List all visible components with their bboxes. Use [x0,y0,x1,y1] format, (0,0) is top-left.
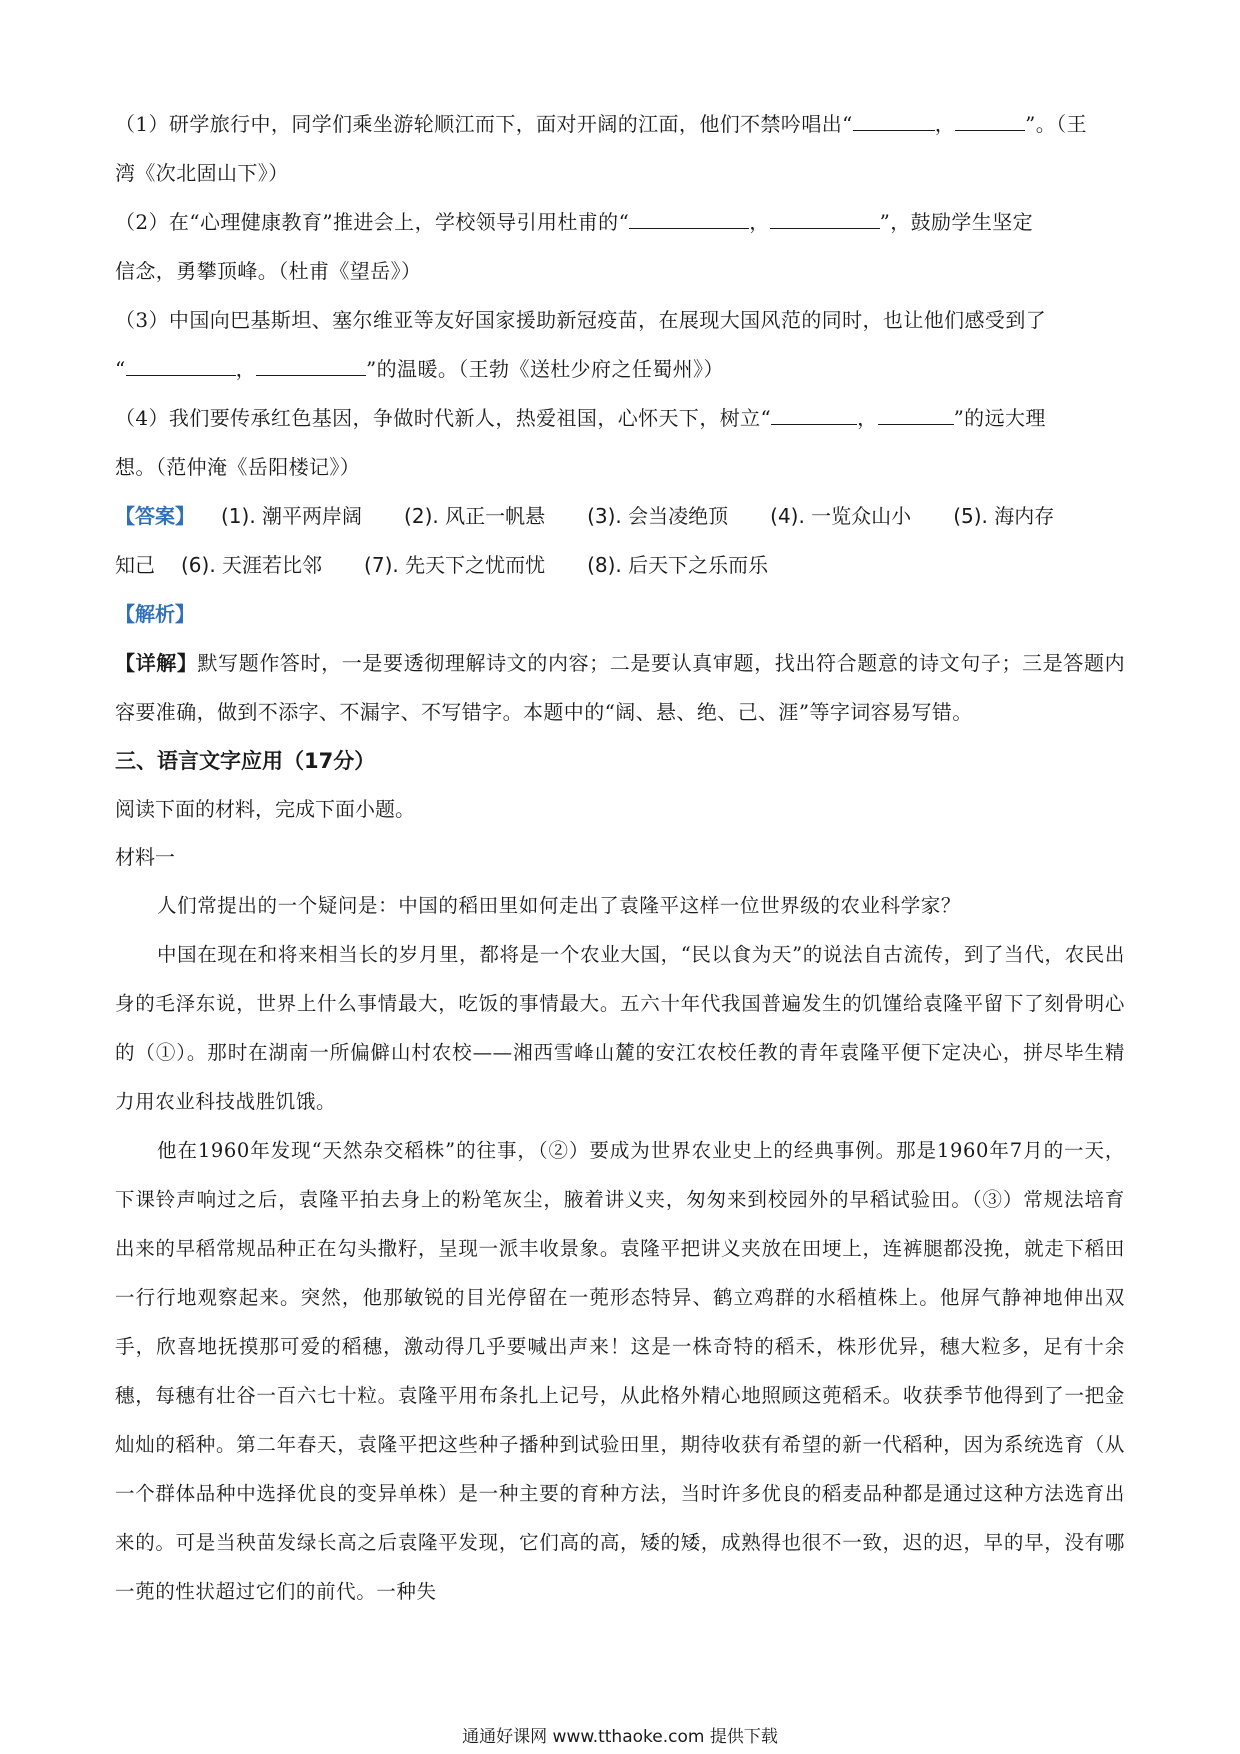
passage-paragraph-2: 中国在现在和将来相当长的岁月里，都将是一个农业大国，“民以食为天”的说法自古流传，到了当代，农民出身的毛泽东说，世界上什么事情最大，吃饭的事情最大。五六十年代我国普遍发生的饥馑给袁隆平留下了刻骨明心的（①）。那时在湖南一所偏僻山村农校——湘西雪峰山麓的安江农校任教的青年袁隆平便下定决心，拼尽毕生精力用农业科技战胜饥饿。 [115,943,1125,1113]
question-3: （3）中国向巴基斯坦、塞尔维亚等友好国家援助新冠疫苗，在展现大国风范的同时，也让他们感受到了 [115,308,1047,332]
answer-line-cont [115,541,1125,590]
question-4: （4）我们要传承红色基因，争做时代新人，热爱祖国，心怀天下，树立“ ， ”的远大理 [115,406,1046,430]
material-label: 材料一 [115,845,175,869]
answer-item: (5). 海内存 [953,504,1055,528]
answer-blank [770,214,880,229]
answer-blank [126,361,236,376]
answer-item: (3). 会当凌绝顶 [587,504,729,528]
question-1: （1）研学旅行中，同学们乘坐游轮顺江而下，面对开阔的江面，他们不禁吟唱出“ ， ”。（王 [115,112,1087,136]
question-2: （2）在“心理健康教育”推进会上，学校领导引用杜甫的“ ， ”，鼓励学生坚定 [115,210,1034,234]
answer-item: (2). 风正一帆悬 [404,504,546,528]
detail-tag: 【详解】 [115,651,198,675]
answer-blank [853,116,935,131]
passage-paragraph-1: 人们常提出的一个疑问是：中国的稻田里如何走出了袁隆平这样一位世界级的农业科学家？ [157,894,962,917]
answer-blank [955,116,1025,131]
document-page [115,100,1125,1616]
answer-item: (6). 天涯若比邻 [181,553,323,577]
answer-item: (7). 先天下之忧而忧 [364,553,546,577]
section-title: 三、语言文字应用（17分） [115,749,376,773]
answer-blank [629,214,749,229]
answer-item: 知己 [115,553,155,577]
answer-blank [256,361,366,376]
answer-item: (8). 后天下之乐而乐 [587,553,769,577]
answer-item: (1). 潮平两岸阔 [221,504,363,528]
analysis-tag: 【解析】 [115,602,195,626]
question-2-cont: 信念，勇攀顶峰。（杜甫《望岳》） [115,259,422,283]
answer-blank [878,410,954,425]
answer-line [115,492,1125,541]
question-3-cont: “ ， ”的温暖。（王勃《送杜少府之任蜀州》） [115,357,724,381]
question-1-cont: 湾《次北固山下》） [115,161,289,185]
section-instruction: 阅读下面的材料，完成下面小题。 [115,797,415,821]
page-footer: 通通好课网 www.tthaoke.com 提供下载 [462,1727,778,1747]
answer-tag: 【答案】 [115,504,195,528]
analysis-line [115,590,1125,639]
question-4-cont: 想。（范仲淹《岳阳楼记》） [115,455,361,479]
detail-paragraph: 【详解】默写题作答时，一是要透彻理解诗文的内容；二是要认真审题，找出符合题意的诗文句子；三是答题内容要准确，做到不添字、不漏字、不写错字。本题中的“阔、悬、绝、己、涯”等字词容易写错。 [115,651,1125,724]
answer-item: (4). 一览众山小 [770,504,912,528]
answer-blank [771,410,857,425]
passage-paragraph-3: 他在1960年发现“天然杂交稻株”的往事，（②）要成为世界农业史上的经典事例。那是1960年7月的一天，下课铃声响过之后，袁隆平拍去身上的粉笔灰尘，腋着讲义夹，匆匆来到校园外的早稻试验田。（③）常规法培育出来的早稻常规品种正在勾头撒籽，呈现一派丰收景象。袁隆平把讲义夹放在田埂上，连裤腿都没挽，就走下稻田一行行地观察起来。突然，他那敏锐的目光停留在一蔸形态特异、鹤立鸡群的水稻植株上。他屏气静神地伸出双手，欣喜地抚摸那可爱的稻穗，激动得几乎要喊出声来！这是一株奇特的稻禾，株形优异，穗大粒多，足有十余穗，每穗有壮谷一百六七十粒。袁隆平用布条扎上记号，从此格外精心地照顾这蔸稻禾。收获季节他得到了一把金灿灿的稻种。第二年春天，袁隆平把这些种子播种到试验田里，期待收获有希望的新一代稻种，因为系统选育（从一个群体品种中选择优良的变异单株）是一种主要的育种方法，当时许多优良的稻麦品种都是通过这种方法选育出来的。可是当秧苗发绿长高之后袁隆平发现，它们高的高，矮的矮，成熟得也很不一致，迟的迟，早的早，没有哪一蔸的性状超过它们的前代。一种失 [115,1139,1125,1603]
